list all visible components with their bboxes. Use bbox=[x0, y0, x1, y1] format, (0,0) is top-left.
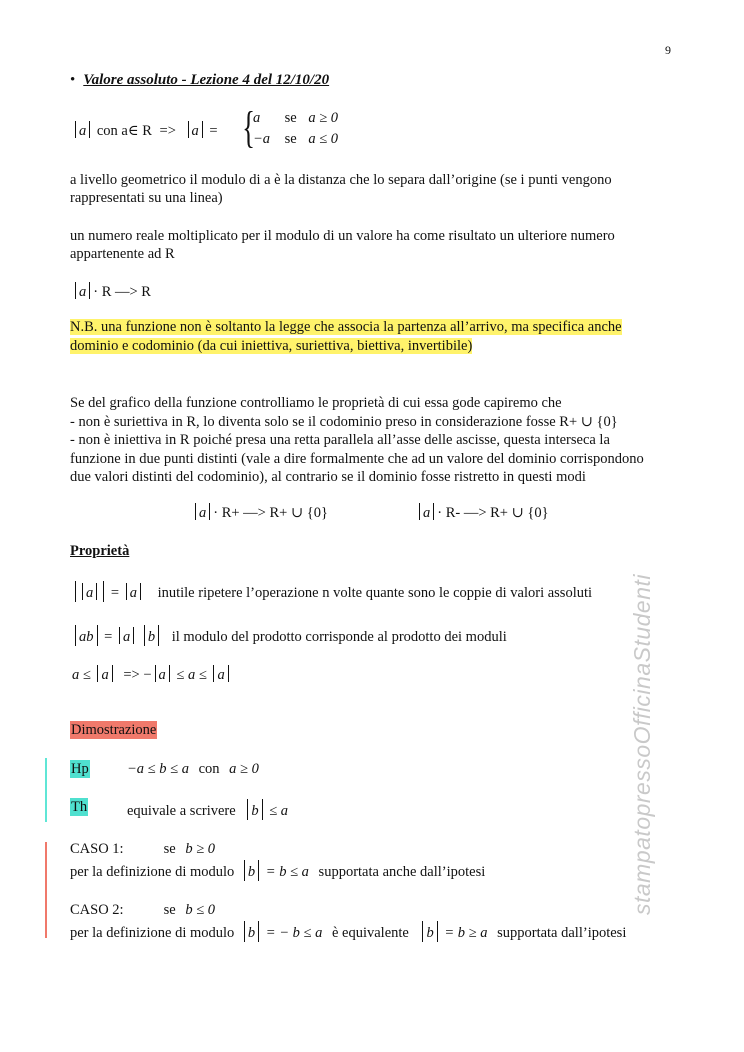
dimostrazione-label: Dimostrazione bbox=[71, 722, 157, 738]
property-2: ab = a b il modulo del prodotto corrisponde al prodotto dei moduli bbox=[72, 625, 507, 646]
page-number: 9 bbox=[665, 43, 671, 57]
heading-title: Valore assoluto - Lezione 4 del 12/10/20 bbox=[83, 72, 330, 88]
case-2-body: per la definizione di modulo b = − b ≤ a è equivalente b = b ≥ a supportata dall’ipotesi bbox=[70, 921, 626, 942]
nb-note bbox=[70, 318, 622, 356]
section-heading bbox=[70, 72, 329, 89]
property-3: a ≤ a => − a ≤ a ≤ a bbox=[72, 665, 232, 684]
brace-icon: { bbox=[242, 103, 255, 152]
nb-line-1: N.B. una funzione non è soltanto la legge che associa la partenza all’arrivo, ma specifica anche bbox=[70, 319, 622, 335]
formula-r: a · R —> R bbox=[72, 282, 151, 301]
case-1-header: CASO 1: se b ≥ 0 bbox=[70, 841, 216, 857]
hypothesis-formula: −a ≤ b ≤ a con a ≥ 0 bbox=[127, 761, 259, 777]
hypothesis-label: Hp bbox=[71, 761, 89, 777]
restricted-formula-1: a · R+ —> R+ ∪ {0} bbox=[192, 503, 328, 522]
bullet-icon: • bbox=[70, 72, 76, 88]
definition-case-2: −a se a ≤ 0 bbox=[253, 131, 339, 147]
hypothesis-bar bbox=[45, 758, 47, 822]
abs-definition: a con a∈ R => a = bbox=[72, 121, 218, 140]
properties-heading: Proprietà bbox=[70, 543, 130, 559]
proof-bar bbox=[45, 842, 47, 938]
nb-line-2: dominio e codominio (da cui iniettiva, suriettiva, biettiva, invertibile) bbox=[70, 338, 473, 354]
graph-paragraph: Se del grafico della funzione controlliamo le proprietà di cui essa gode capiremo che - non è suriettiva in R, lo diventa solo se il codominio preso in considerazione fosse R+ ∪ {0} - non è iniettiva in R poiché presa una retta parallela all’asse delle ascisse, questa interseca la funzione in due punti distinti (vale a dire formalmente che ad un valore del dominio corrispondono due valori distinti del codominio), al contrario se il dominio fosse ristretto in questi modi bbox=[70, 395, 644, 485]
paragraph-geometric: a livello geometrico il modulo di a è la distanza che lo separa dall’origine (se i punti vengono rappresentati su una linea) bbox=[70, 172, 612, 206]
case-2-header: CASO 2: se b ≤ 0 bbox=[70, 902, 216, 918]
paragraph-real: un numero reale moltiplicato per il modulo di un valore ha come risultato un ulteriore numero appartenente ad R bbox=[70, 228, 615, 262]
watermark: stampatopressoOfficinaStudenti bbox=[629, 573, 655, 915]
thesis-label: Th bbox=[71, 799, 88, 815]
restricted-formula-2: a · R- —> R+ ∪ {0} bbox=[416, 503, 549, 522]
property-1: a = a inutile ripetere l’operazione n volte quante sono le coppie di valori assoluti bbox=[72, 581, 592, 602]
case-1-body: per la definizione di modulo b = b ≤ a supportata anche dall’ipotesi bbox=[70, 860, 485, 881]
thesis-formula: equivale a scrivere b ≤ a bbox=[127, 799, 288, 820]
definition-case-1: a se a ≥ 0 bbox=[253, 110, 339, 126]
